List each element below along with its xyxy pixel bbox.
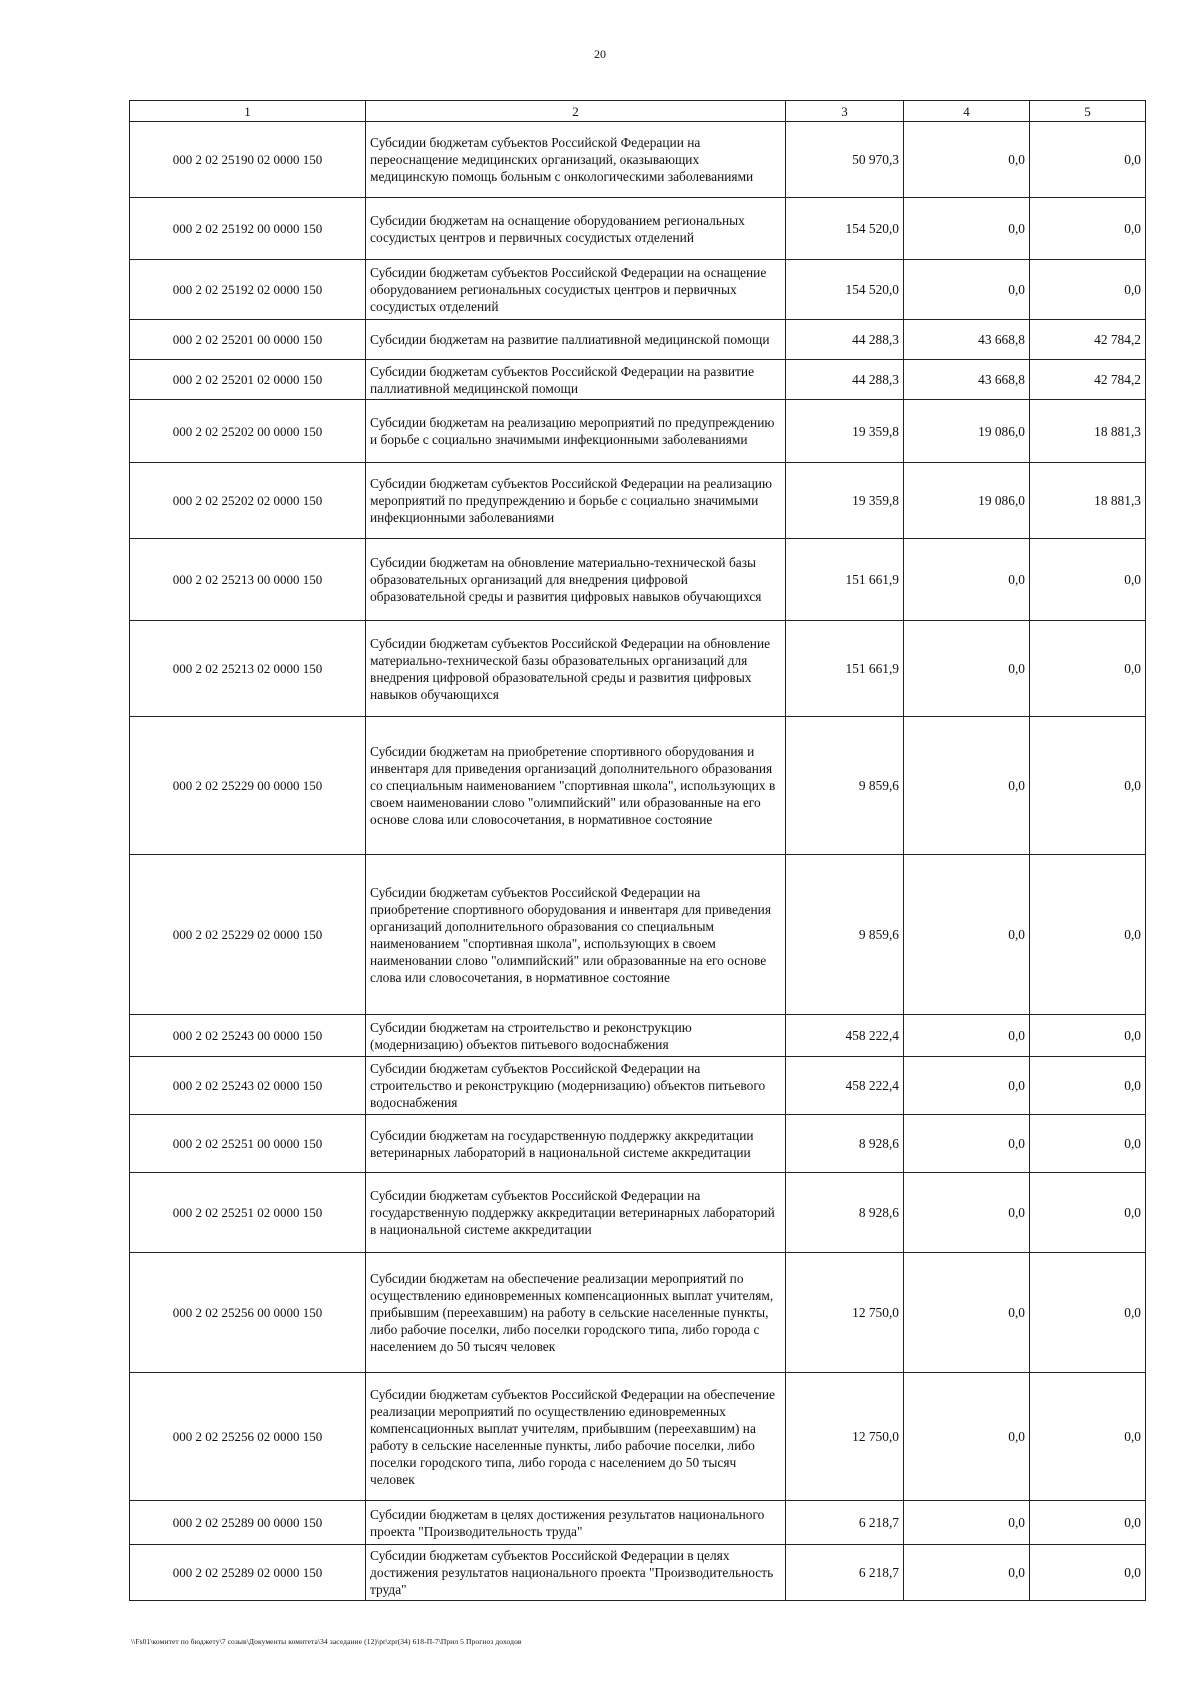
budget-code-cell: 000 2 02 25289 00 0000 150 [130, 1501, 366, 1545]
column-header: 2 [366, 101, 786, 122]
amount-col5-cell: 0,0 [1030, 1173, 1146, 1253]
amount-col3-cell: 12 750,0 [786, 1253, 904, 1373]
amount-col4-cell: 0,0 [904, 1373, 1030, 1501]
revenue-name-cell: Субсидии бюджетам в целях достижения результатов национального проекта "Производительность труда" [366, 1501, 786, 1545]
amount-col3-cell: 9 859,6 [786, 717, 904, 855]
amount-col3-cell: 44 288,3 [786, 360, 904, 400]
table-row [130, 1501, 1146, 1545]
amount-col3-cell: 44 288,3 [786, 320, 904, 360]
amount-col5-cell: 42 784,2 [1030, 320, 1146, 360]
amount-col5-cell: 0,0 [1030, 1545, 1146, 1601]
amount-col3-cell: 458 222,4 [786, 1015, 904, 1057]
revenue-name-cell: Субсидии бюджетам на обновление материально-технической базы образовательных организаций для внедрения цифровой образовательной среды и развития цифровых навыков обучающихся [366, 539, 786, 621]
amount-col5-cell: 0,0 [1030, 539, 1146, 621]
table-row [130, 621, 1146, 717]
revenue-name-cell: Субсидии бюджетам на обеспечение реализации мероприятий по осуществлению единовременных компенсационных выплат учителям, прибывшим (переехавшим) на работу в сельские населенные пункты, либо рабочие поселки, либо поселки городского типа, либо города с населением до 50 тысяч человек [366, 1253, 786, 1373]
budget-code-cell: 000 2 02 25289 02 0000 150 [130, 1545, 366, 1601]
revenue-name-cell: Субсидии бюджетам субъектов Российской Федерации на реализацию мероприятий по предупреждению и борьбе с социально значимыми инфекционными заболеваниями [366, 463, 786, 539]
budget-code-cell: 000 2 02 25202 00 0000 150 [130, 400, 366, 463]
revenue-name-cell: Субсидии бюджетам субъектов Российской Федерации в целях достижения результатов национального проекта "Производительность труда" [366, 1545, 786, 1601]
amount-col5-cell: 0,0 [1030, 855, 1146, 1015]
budget-code-cell: 000 2 02 25243 00 0000 150 [130, 1015, 366, 1057]
budget-code-cell: 000 2 02 25213 02 0000 150 [130, 621, 366, 717]
amount-col3-cell: 19 359,8 [786, 463, 904, 539]
table-header-row [130, 101, 1146, 122]
amount-col4-cell: 0,0 [904, 1015, 1030, 1057]
amount-col5-cell: 42 784,2 [1030, 360, 1146, 400]
amount-col4-cell: 0,0 [904, 539, 1030, 621]
file-path-footer: \\Fs01\комитет по бюджету\7 созыв\Документы комитета\34 заседание (12)\pr\zpr(34) 618-П-7\Прил 5 Прогноз доходов [131, 1637, 522, 1646]
revenue-name-cell: Субсидии бюджетам на государственную поддержку аккредитации ветеринарных лабораторий в национальной системе аккредитации [366, 1115, 786, 1173]
budget-code-cell: 000 2 02 25213 00 0000 150 [130, 539, 366, 621]
amount-col4-cell: 0,0 [904, 1501, 1030, 1545]
revenue-name-cell: Субсидии бюджетам на строительство и реконструкцию (модернизацию) объектов питьевого водоснабжения [366, 1015, 786, 1057]
table-row [130, 717, 1146, 855]
table-row [130, 1015, 1146, 1057]
amount-col3-cell: 6 218,7 [786, 1545, 904, 1601]
amount-col3-cell: 151 661,9 [786, 621, 904, 717]
table-row [130, 198, 1146, 260]
table-row [130, 855, 1146, 1015]
amount-col4-cell: 0,0 [904, 122, 1030, 198]
revenue-name-cell: Субсидии бюджетам субъектов Российской Федерации на приобретение спортивного оборудования и инвентаря для приведения организаций дополнительного образования со специальным наименованием "спортивная школа", использующих в своем наименовании слово "олимпийский" или образованные на его основе слова или словосочетания, в нормативное состояние [366, 855, 786, 1015]
budget-code-cell: 000 2 02 25256 02 0000 150 [130, 1373, 366, 1501]
budget-code-cell: 000 2 02 25190 02 0000 150 [130, 122, 366, 198]
table-row [130, 1057, 1146, 1115]
amount-col4-cell: 0,0 [904, 1115, 1030, 1173]
amount-col4-cell: 0,0 [904, 855, 1030, 1015]
page-number: 20 [594, 47, 606, 61]
table-row [130, 463, 1146, 539]
amount-col3-cell: 151 661,9 [786, 539, 904, 621]
amount-col5-cell: 0,0 [1030, 1501, 1146, 1545]
amount-col3-cell: 8 928,6 [786, 1173, 904, 1253]
revenue-table [129, 100, 1146, 1601]
table-row [130, 360, 1146, 400]
amount-col5-cell: 0,0 [1030, 260, 1146, 320]
table-row [130, 1373, 1146, 1501]
revenue-name-cell: Субсидии бюджетам субъектов Российской Федерации на государственную поддержку аккредитации ветеринарных лабораторий в национальной системе аккредитации [366, 1173, 786, 1253]
amount-col4-cell: 0,0 [904, 260, 1030, 320]
amount-col4-cell: 0,0 [904, 1253, 1030, 1373]
column-header: 3 [786, 101, 904, 122]
revenue-name-cell: Субсидии бюджетам субъектов Российской Федерации на строительство и реконструкцию (модернизацию) объектов питьевого водоснабжения [366, 1057, 786, 1115]
table-row [130, 122, 1146, 198]
amount-col3-cell: 9 859,6 [786, 855, 904, 1015]
budget-code-cell: 000 2 02 25192 00 0000 150 [130, 198, 366, 260]
amount-col3-cell: 154 520,0 [786, 198, 904, 260]
amount-col4-cell: 0,0 [904, 1545, 1030, 1601]
table-row [130, 539, 1146, 621]
amount-col5-cell: 0,0 [1030, 1253, 1146, 1373]
table-row [130, 1115, 1146, 1173]
column-header: 5 [1030, 101, 1146, 122]
table-row [130, 1173, 1146, 1253]
amount-col5-cell: 0,0 [1030, 1015, 1146, 1057]
table-row [130, 1545, 1146, 1601]
budget-code-cell: 000 2 02 25243 02 0000 150 [130, 1057, 366, 1115]
amount-col4-cell: 0,0 [904, 717, 1030, 855]
amount-col4-cell: 0,0 [904, 621, 1030, 717]
table-row [130, 1253, 1146, 1373]
table-row [130, 260, 1146, 320]
amount-col5-cell: 0,0 [1030, 122, 1146, 198]
revenue-name-cell: Субсидии бюджетам субъектов Российской Федерации на оснащение оборудованием региональных сосудистых центров и первичных сосудистых отделений [366, 260, 786, 320]
budget-code-cell: 000 2 02 25229 02 0000 150 [130, 855, 366, 1015]
amount-col3-cell: 6 218,7 [786, 1501, 904, 1545]
amount-col3-cell: 50 970,3 [786, 122, 904, 198]
budget-code-cell: 000 2 02 25256 00 0000 150 [130, 1253, 366, 1373]
revenue-name-cell: Субсидии бюджетам субъектов Российской Федерации на обеспечение реализации мероприятий по осуществлению единовременных компенсационных выплат учителям, прибывшим (переехавшим) на работу в сельские населенные пункты, либо рабочие поселки, либо поселки городского типа, либо города с населением до 50 тысяч человек [366, 1373, 786, 1501]
amount-col4-cell: 0,0 [904, 198, 1030, 260]
revenue-name-cell: Субсидии бюджетам субъектов Российской Федерации на переоснащение медицинских организаций, оказывающих медицинскую помощь больным с онкологическими заболеваниями [366, 122, 786, 198]
column-header: 4 [904, 101, 1030, 122]
amount-col4-cell: 19 086,0 [904, 400, 1030, 463]
revenue-name-cell: Субсидии бюджетам на реализацию мероприятий по предупреждению и борьбе с социально значимыми инфекционными заболеваниями [366, 400, 786, 463]
amount-col5-cell: 0,0 [1030, 1115, 1146, 1173]
amount-col5-cell: 18 881,3 [1030, 463, 1146, 539]
amount-col5-cell: 0,0 [1030, 1373, 1146, 1501]
amount-col5-cell: 0,0 [1030, 198, 1146, 260]
budget-code-cell: 000 2 02 25201 00 0000 150 [130, 320, 366, 360]
budget-code-cell: 000 2 02 25251 02 0000 150 [130, 1173, 366, 1253]
amount-col3-cell: 12 750,0 [786, 1373, 904, 1501]
amount-col5-cell: 0,0 [1030, 717, 1146, 855]
amount-col4-cell: 19 086,0 [904, 463, 1030, 539]
amount-col3-cell: 154 520,0 [786, 260, 904, 320]
budget-code-cell: 000 2 02 25229 00 0000 150 [130, 717, 366, 855]
amount-col4-cell: 0,0 [904, 1173, 1030, 1253]
table-row [130, 320, 1146, 360]
table-row [130, 400, 1146, 463]
revenue-name-cell: Субсидии бюджетам на развитие паллиативной медицинской помощи [366, 320, 786, 360]
amount-col4-cell: 43 668,8 [904, 360, 1030, 400]
column-header: 1 [130, 101, 366, 122]
amount-col3-cell: 458 222,4 [786, 1057, 904, 1115]
budget-code-cell: 000 2 02 25202 02 0000 150 [130, 463, 366, 539]
amount-col5-cell: 18 881,3 [1030, 400, 1146, 463]
revenue-name-cell: Субсидии бюджетам на оснащение оборудованием региональных сосудистых центров и первичных сосудистых отделений [366, 198, 786, 260]
budget-code-cell: 000 2 02 25192 02 0000 150 [130, 260, 366, 320]
revenue-name-cell: Субсидии бюджетам на приобретение спортивного оборудования и инвентаря для приведения организаций дополнительного образования со специальным наименованием "спортивная школа", использующих в своем наименовании слово "олимпийский" или образованные на его основе слова или словосочетания, в нормативное состояние [366, 717, 786, 855]
budget-code-cell: 000 2 02 25201 02 0000 150 [130, 360, 366, 400]
amount-col5-cell: 0,0 [1030, 621, 1146, 717]
revenue-name-cell: Субсидии бюджетам субъектов Российской Федерации на обновление материально-технической базы образовательных организаций для внедрения цифровой образовательной среды и развития цифровых навыков обучающихся [366, 621, 786, 717]
amount-col4-cell: 43 668,8 [904, 320, 1030, 360]
revenue-name-cell: Субсидии бюджетам субъектов Российской Федерации на развитие паллиативной медицинской помощи [366, 360, 786, 400]
amount-col4-cell: 0,0 [904, 1057, 1030, 1115]
budget-code-cell: 000 2 02 25251 00 0000 150 [130, 1115, 366, 1173]
amount-col5-cell: 0,0 [1030, 1057, 1146, 1115]
amount-col3-cell: 19 359,8 [786, 400, 904, 463]
amount-col3-cell: 8 928,6 [786, 1115, 904, 1173]
